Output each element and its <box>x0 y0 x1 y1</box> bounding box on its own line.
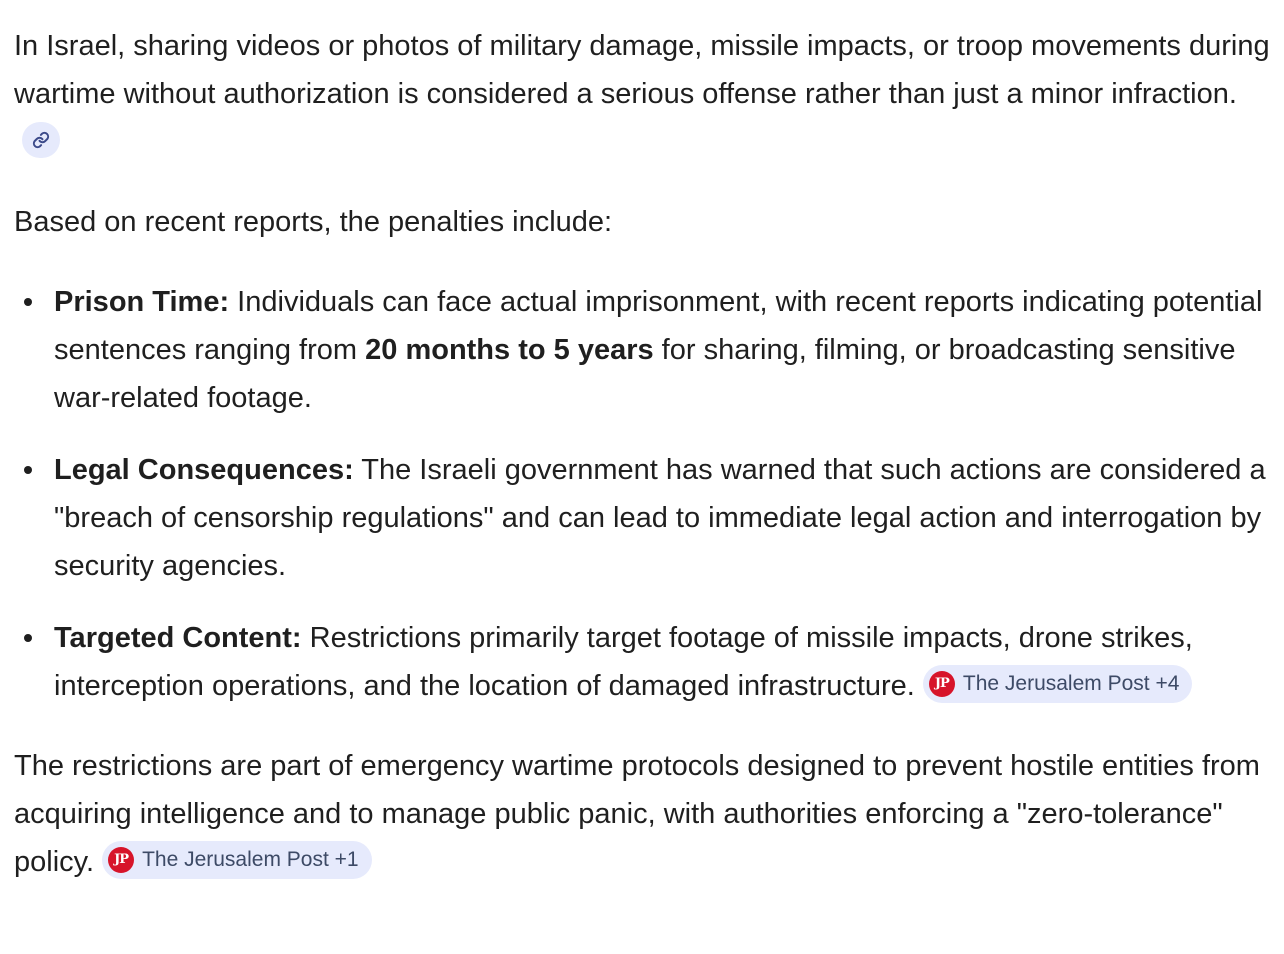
source-chip-jerusalem-post-1[interactable] <box>102 841 372 879</box>
list-item-title: Legal Consequences: <box>54 454 354 486</box>
lead-paragraph: Based on recent reports, the penalties include: <box>14 206 613 238</box>
list-item-title: Targeted Content: <box>54 622 302 654</box>
jerusalem-post-logo-icon: JP <box>929 671 955 697</box>
list-item-prison-time <box>54 278 1276 422</box>
conclusion-text: The restrictions are part of emergency wartime protocols designed to prevent hostile entities from acquiring intelligence and to manage public panic, with authorities enforcing a "zero-tolerance" policy. <box>14 750 1260 878</box>
intro-text: In Israel, sharing videos or photos of military damage, missile impacts, or troop movements during wartime without authorization is considered a serious offense rather than just a minor infraction. <box>14 30 1270 110</box>
source-chip-label: The Jerusalem Post +1 <box>142 848 359 872</box>
list-item-text: Restrictions primarily target footage of missile impacts, drone strikes, interception operations, and the location of damaged infrastructure. <box>54 622 1193 702</box>
list-item-targeted-content <box>54 614 1276 710</box>
list-item-text: for sharing, filming, or broadcasting sensitive war-related footage. <box>54 334 1236 414</box>
conclusion-paragraph <box>14 742 1276 886</box>
link-icon <box>32 131 50 149</box>
list-item-legal-consequences <box>54 446 1276 590</box>
source-chip-label: The Jerusalem Post +4 <box>962 672 1180 696</box>
sentence-range: 20 months to 5 years <box>365 334 654 366</box>
source-chip-jerusalem-post-4[interactable] <box>923 665 1193 703</box>
jerusalem-post-logo-icon: JP <box>108 847 134 873</box>
source-link-button[interactable] <box>22 122 60 158</box>
intro-paragraph <box>14 22 1276 166</box>
list-item-title: Prison Time: <box>54 286 230 318</box>
list-item-text: The Israeli government has warned that such actions are considered a "breach of censorship regulations" and can lead to immediate legal action and interrogation by security agencies. <box>54 454 1266 582</box>
response-content <box>14 22 1276 886</box>
penalties-list <box>14 278 1276 710</box>
list-item-text: Individuals can face actual imprisonment, with recent reports indicating potential sentences ranging from <box>54 286 1263 366</box>
